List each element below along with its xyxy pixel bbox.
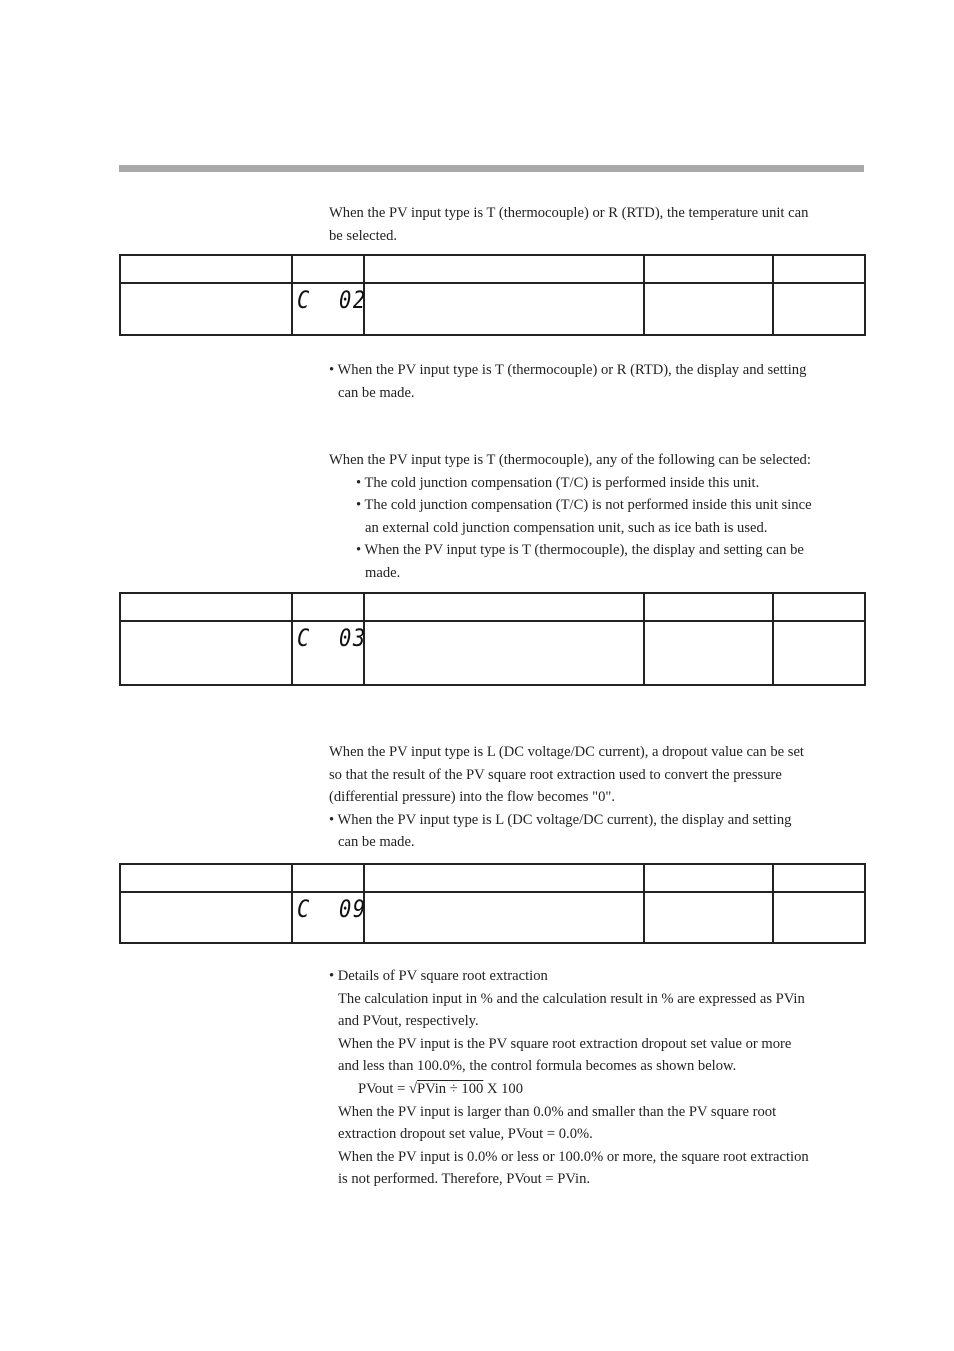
text-line: • The cold junction compensation (T/C) is performed inside this unit.	[356, 474, 760, 491]
text-line: can be made.	[338, 384, 415, 401]
text-line: an external cold junction compensation unit, such as ice bath is used.	[365, 519, 768, 536]
text-line: and less than 100.0%, the control formula becomes as shown below.	[338, 1058, 737, 1075]
text-line: When the PV input is larger than 0.0% and smaller than the PV square root	[338, 1103, 777, 1120]
section-divider	[119, 165, 864, 172]
text-line: The calculation input in % and the calculation result in % are expressed as PVin	[338, 990, 805, 1007]
parameter-table-c03	[119, 592, 866, 686]
table-row	[120, 892, 865, 943]
text-line: • When the PV input type is T (thermocouple), the display and setting can be	[356, 542, 804, 559]
formula-right: X 100	[483, 1080, 524, 1097]
display-code: C 02	[297, 286, 367, 314]
formula-left: PVout = √	[358, 1080, 417, 1097]
table-row	[120, 621, 865, 685]
text-line: When the PV input type is T (thermocouple), any of the following can be selected:	[329, 452, 811, 468]
text-line: When the PV input type is T (thermocouple) or R (RTD), the temperature unit can	[329, 205, 809, 221]
table-header-row	[120, 255, 865, 283]
text-line: can be made.	[338, 834, 415, 851]
section1-intro	[329, 202, 864, 247]
text-line: • When the PV input type is T (thermocouple) or R (RTD), the display and setting	[329, 362, 807, 378]
table-header-row	[120, 593, 865, 621]
section3-intro	[329, 741, 864, 854]
section2-intro	[329, 449, 864, 585]
text-line: When the PV input is the PV square root extraction dropout set value or more	[338, 1035, 792, 1052]
table-header-row	[120, 864, 865, 892]
details-section	[329, 965, 864, 1191]
text-line: • When the PV input type is L (DC voltage/DC current), the display and setting	[329, 811, 792, 828]
text-line: be selected.	[329, 227, 398, 244]
parameter-table-c09	[119, 863, 866, 944]
text-line: made.	[365, 564, 401, 581]
text-line: • The cold junction compensation (T/C) is not performed inside this unit since	[356, 497, 812, 514]
table-row	[120, 283, 865, 335]
text-line: and PVout, respectively.	[338, 1013, 479, 1030]
display-code: C 09	[297, 895, 367, 923]
text-line: (differential pressure) into the flow becomes "0".	[329, 789, 615, 806]
text-line: When the PV input is 0.0% or less or 100.0% or more, the square root extraction	[338, 1148, 809, 1165]
formula	[329, 1078, 864, 1101]
text-line: extraction dropout set value, PVout = 0.0%.	[338, 1126, 593, 1143]
parameter-table-c02	[119, 254, 866, 336]
section1-notes	[329, 359, 864, 404]
text-line: is not performed. Therefore, PVout = PVin.	[338, 1171, 591, 1188]
formula-radicand: PVin ÷ 100	[416, 1080, 484, 1097]
display-code: C 03	[297, 624, 367, 652]
text-line: so that the result of the PV square root extraction used to convert the pressure	[329, 766, 782, 783]
details-heading: • Details of PV square root extraction	[329, 968, 548, 984]
text-line: When the PV input type is L (DC voltage/DC current), a dropout value can be set	[329, 744, 804, 760]
